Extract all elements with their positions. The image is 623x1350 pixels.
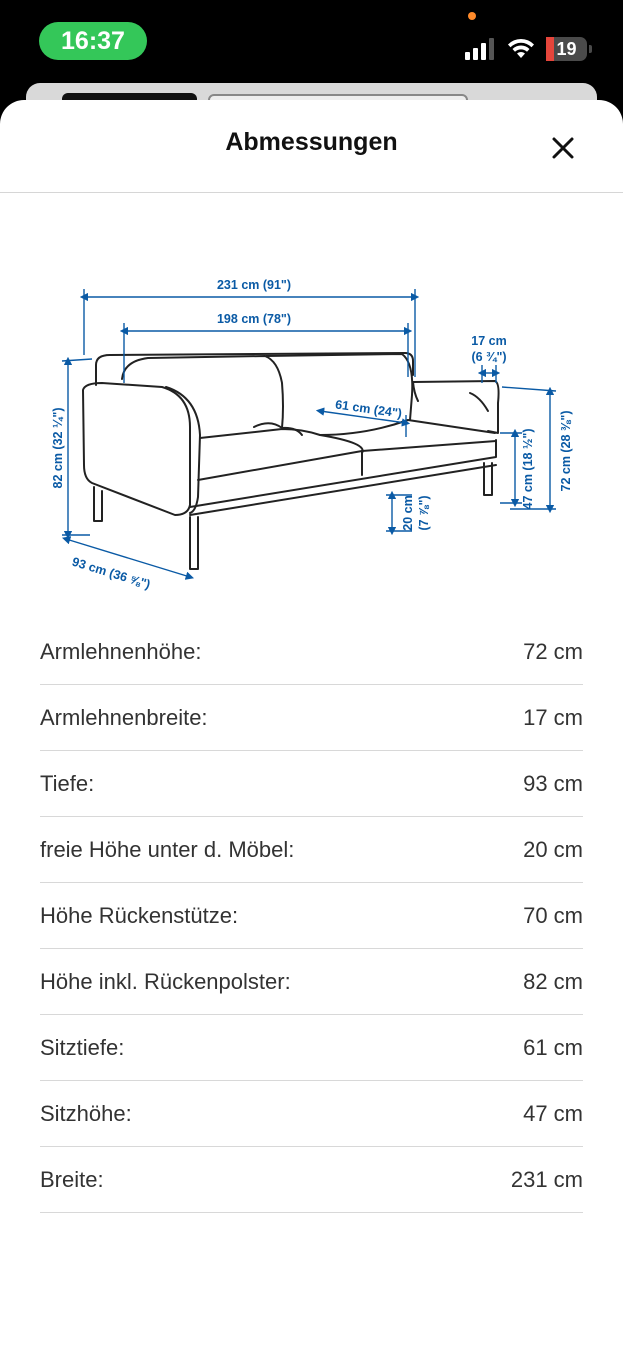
spec-row <box>40 1015 583 1081</box>
dim-clearance: 20 cm <box>401 495 415 531</box>
spec-value: 17 cm <box>523 705 583 730</box>
spec-label: Höhe inkl. Rückenpolster: <box>40 969 291 994</box>
spec-label: Armlehnenhöhe: <box>40 639 202 664</box>
cellular-signal-icon <box>465 38 495 60</box>
spec-value: 61 cm <box>523 1035 583 1060</box>
battery-level: 19 <box>556 39 577 59</box>
spec-label: Breite: <box>40 1167 104 1192</box>
spec-row <box>40 619 583 685</box>
dim-depth: 93 cm (36 ⅝") <box>70 554 152 592</box>
spec-label: Armlehnenbreite: <box>40 705 208 730</box>
spec-value: 47 cm <box>523 1101 583 1126</box>
dim-arm-height: 72 cm (28 ⅜") <box>559 410 573 492</box>
dim-seat-height: 47 cm (18 ½") <box>521 428 535 510</box>
sofa-dimension-diagram <box>40 165 585 592</box>
spec-label: freie Höhe unter d. Möbel: <box>40 837 295 862</box>
dim-clearance-in: (7 ⅞") <box>417 495 431 531</box>
spec-row <box>40 1147 583 1213</box>
spec-row <box>40 1081 583 1147</box>
status-time[interactable]: 16:37 <box>39 22 147 60</box>
sheet-title: Abmessungen <box>225 128 398 156</box>
spec-row <box>40 883 583 949</box>
spec-value: 70 cm <box>523 903 583 928</box>
spec-label: Sitzhöhe: <box>40 1101 132 1126</box>
spec-row <box>40 751 583 817</box>
spec-value: 82 cm <box>523 969 583 994</box>
spec-value: 72 cm <box>523 639 583 664</box>
spec-row <box>40 949 583 1015</box>
dim-armrest-width: 17 cm <box>471 334 507 348</box>
spec-row <box>40 685 583 751</box>
spec-value: 20 cm <box>523 837 583 862</box>
wifi-icon <box>506 36 536 60</box>
dim-seat-depth: 61 cm (24") <box>334 397 403 421</box>
dim-armrest-width-in: (6 ¾") <box>471 350 507 364</box>
spec-row <box>40 817 583 883</box>
spec-label: Sitztiefe: <box>40 1035 125 1060</box>
spec-value: 231 cm <box>510 1167 583 1192</box>
spec-label: Höhe Rückenstütze: <box>40 903 239 928</box>
battery-icon <box>546 37 592 61</box>
status-bar <box>0 0 623 84</box>
spec-value: 93 cm <box>523 771 583 796</box>
dim-height-total: 82 cm (32 ¼") <box>51 407 65 489</box>
dim-width-total: 231 cm (91") <box>216 278 292 292</box>
dimensions-spec-list <box>40 619 583 1213</box>
mic-indicator-dot <box>468 12 476 20</box>
dim-width-inner: 198 cm (78") <box>216 312 292 326</box>
spec-label: Tiefe: <box>40 771 95 796</box>
close-icon <box>551 136 575 160</box>
